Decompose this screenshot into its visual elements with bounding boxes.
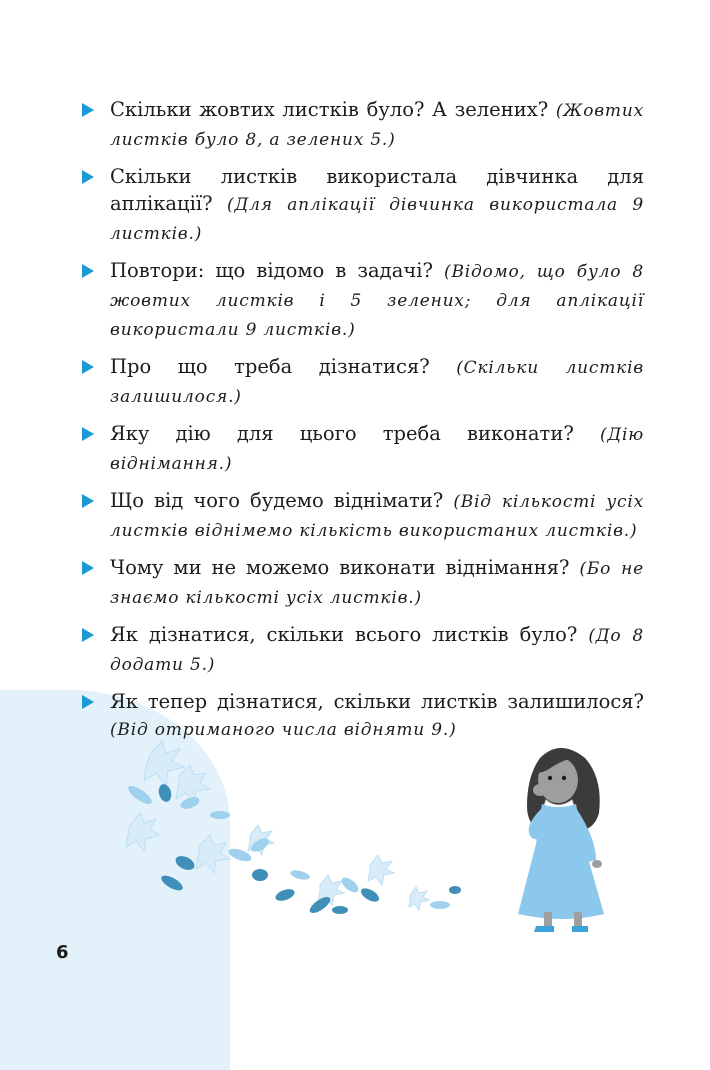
arrow-right-icon: [82, 561, 94, 575]
arrow-right-icon: [82, 170, 94, 184]
list-item: [80, 487, 644, 545]
question-text: Чому ми не можемо виконати віднімання?: [110, 556, 570, 579]
arrow-right-icon: [82, 695, 94, 709]
arrow-right-icon: [82, 494, 94, 508]
answer-text: (Від отриманого числа відняти 9.): [110, 720, 457, 740]
arrow-right-icon: [82, 628, 94, 642]
girl-illustration: [500, 738, 640, 948]
question-text: Про що треба дізнатися?: [110, 355, 430, 378]
question-text: Скільки жовтих листків було? А зелених?: [110, 98, 549, 121]
question-text: Повтори: що відомо в задачі?: [110, 259, 433, 282]
list-item: [80, 353, 644, 411]
question-text: Яку дію для цього треба виконати?: [110, 422, 574, 445]
answer-text: (Дію віднімання.): [110, 425, 644, 474]
arrow-right-icon: [82, 427, 94, 441]
answer-text: (Для аплікації дівчинка використала 9 листків.): [110, 195, 644, 244]
answer-text: (Бо не знаємо кількості усіх листків.): [110, 559, 645, 608]
list-item: [80, 420, 644, 478]
list-item: [80, 554, 644, 612]
list-item: [80, 621, 644, 679]
answer-text: (До 8 додати 5.): [110, 626, 644, 675]
arrow-right-icon: [82, 360, 94, 374]
answer-text: (Від кількості усіх листків віднімемо кількість використаних листків.): [110, 492, 644, 541]
question-text: Що від чого будемо віднімати?: [110, 489, 444, 512]
list-item: [80, 257, 644, 344]
list-item: [80, 96, 644, 154]
leaves-illustration: [110, 735, 510, 935]
answer-text: (Жовтих листків було 8, а зелених 5.): [110, 101, 644, 150]
list-item: [80, 163, 644, 248]
answer-text: (Скільки листків залишилося.): [110, 358, 645, 407]
question-text: Як тепер дізнатися, скільки листків залишилося?: [110, 690, 644, 713]
questions-list: [80, 96, 644, 753]
arrow-right-icon: [82, 264, 94, 278]
answer-text: (Відомо, що було 8 жовтих листків і 5 зелених; для аплікації використали 9 листків.): [110, 262, 645, 340]
arrow-right-icon: [82, 103, 94, 117]
page-number: 6: [56, 942, 69, 963]
question-text: Скільки листків використала дівчинка для аплікації?: [110, 165, 644, 215]
question-text: Як дізнатися, скільки всього листків було?: [110, 623, 578, 646]
